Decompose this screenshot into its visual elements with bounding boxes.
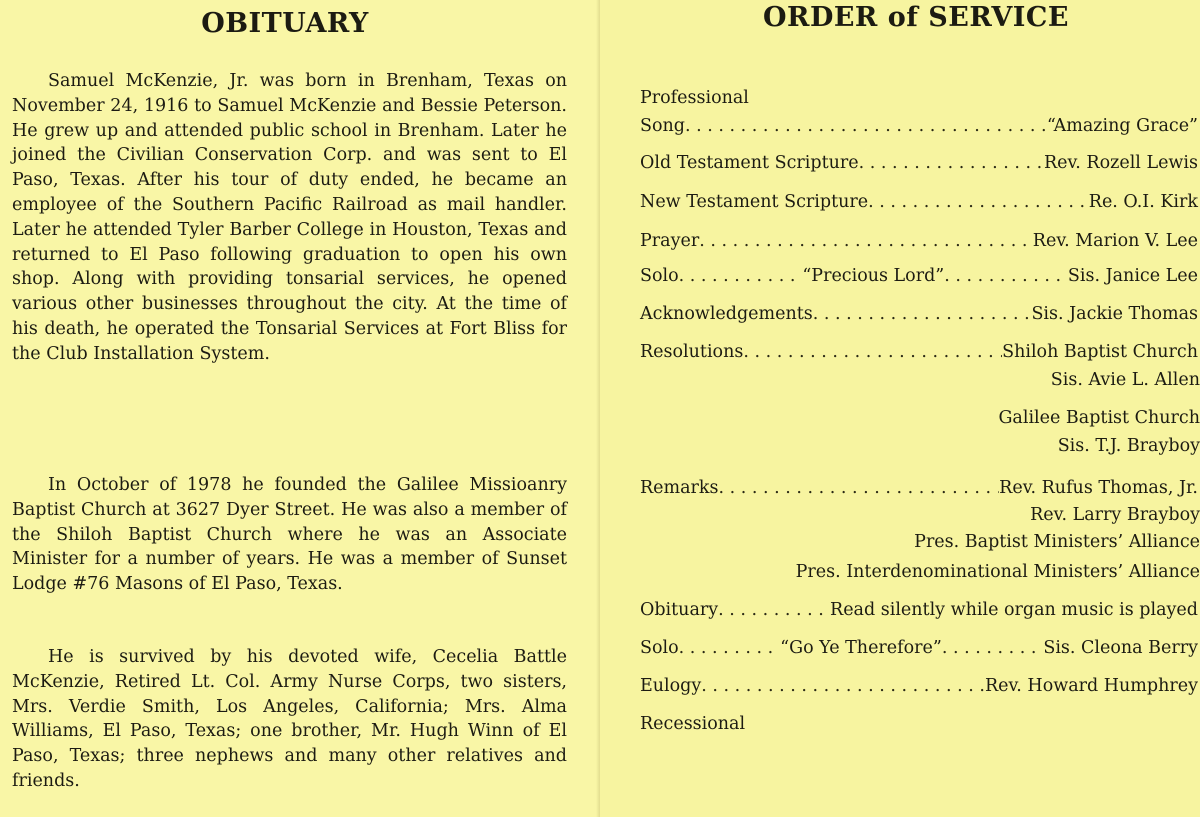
- leader-dots: [699, 229, 1033, 253]
- solo2-value: Sis. Cleona Berry: [1043, 638, 1198, 658]
- solo1-title: “Precious Lord”: [802, 266, 945, 286]
- remarks-line-3: Pres. Baptist Ministers’ Alliance: [914, 532, 1200, 552]
- obituary-paragraph-2: [12, 473, 567, 597]
- solo2-label: Solo: [640, 638, 679, 658]
- leader-dots: [679, 264, 803, 288]
- song-label: Song: [640, 116, 685, 136]
- resolutions-line-2: Sis. Avie L. Allen: [1050, 370, 1200, 390]
- professional-label: Professional: [640, 88, 749, 108]
- song-value: “Amazing Grace”: [1046, 116, 1198, 136]
- recessional-label: Recessional: [640, 714, 746, 734]
- remarks-line-2: Rev. Larry Brayboy: [1030, 505, 1200, 525]
- ot-row: [640, 151, 1198, 175]
- solo2-row: [640, 636, 1198, 660]
- eulogy-row: [640, 674, 1198, 698]
- obituary-paragraph-1: [12, 69, 567, 367]
- obituary-value: Read silently while organ music is played: [830, 600, 1198, 620]
- obituary-row: [640, 598, 1198, 622]
- obituary-paragraph-3: [12, 645, 567, 794]
- obituary-heading: OBITUARY: [201, 8, 369, 39]
- prayer-label: Prayer: [640, 231, 700, 251]
- leader-dots: [679, 636, 780, 660]
- leader-dots: [685, 114, 1047, 138]
- remarks-value: Rev. Rufus Thomas, Jr.: [999, 478, 1198, 498]
- nt-label: New Testament Scripture: [640, 192, 869, 212]
- leader-dots: [868, 190, 1089, 214]
- solo1-label: Solo: [640, 266, 679, 286]
- nt-value: Re. O.I. Kirk: [1088, 192, 1198, 212]
- order-of-service-page: [600, 0, 1200, 817]
- ot-label: Old Testament Scripture: [640, 153, 859, 173]
- resolutions-row: [640, 340, 1198, 364]
- leader-dots: [743, 340, 1002, 364]
- paragraph-text: He is survived by his devoted wife, Cecelia Battle McKenzie, Retired Lt. Col. Army Nurse Corps, two sisters, Mrs. Verdie Smith, Los Angeles, California; Mrs. Alma Williams, El Paso, Texas; one brother, Mr. Hugh Winn of El Paso, Texas; three nephews and many other relatives and friends.: [12, 647, 567, 791]
- leader-dots: [944, 264, 1068, 288]
- resolutions-label: Resolutions: [640, 342, 744, 362]
- resolutions-line-3: Galilee Baptist Church: [998, 408, 1200, 428]
- song-row: [640, 114, 1198, 138]
- prayer-row: [640, 229, 1198, 253]
- leader-dots: [942, 636, 1043, 660]
- ack-value: Sis. Jackie Thomas: [1031, 304, 1198, 324]
- solo1-row: [640, 264, 1198, 288]
- leader-dots: [859, 151, 1044, 175]
- leader-dots: [718, 598, 830, 622]
- service-heading: ORDER of SERVICE: [762, 2, 1069, 33]
- ot-value: Rev. Rozell Lewis: [1043, 153, 1198, 173]
- nt-row: [640, 190, 1198, 214]
- ack-row: [640, 302, 1198, 326]
- obituary-label: Obituary: [640, 600, 719, 620]
- paragraph-text: In October of 1978 he founded the Galilee Missioanry Baptist Church at 3627 Dyer Street. He was also a member of the Shiloh Baptist Church where he was an Associate Minister for a number of years. He was a member of Sunset Lodge #76 Masons of El Paso, Texas.: [12, 475, 567, 595]
- solo1-value: Sis. Janice Lee: [1067, 266, 1198, 286]
- prayer-value: Rev. Marion V. Lee: [1032, 231, 1198, 251]
- resolutions-line-4: Sis. T.J. Brayboy: [1057, 436, 1200, 456]
- remarks-line-4: Pres. Interdenominational Ministers’ Alliance: [795, 562, 1200, 582]
- paragraph-text: Samuel McKenzie, Jr. was born in Brenham, Texas on November 24, 1916 to Samuel McKenzie and Bessie Peterson. He grew up and attended public school in Brenham. Later he joined the Civilian Conservation Corp. and was sent to El Paso, Texas. After his tour of duty ended, he became an employee of the Southern Pacific Railroad as mail handler. Later he attended Tyler Barber College in Houston, Texas and returned to El Paso following graduation to open his own shop. Along with providing tonsarial services, he opened various other businesses throughout the city. At the time of his death, he operated the Tonsarial Services at Fort Bliss for the Club Installation System.: [12, 71, 567, 364]
- ack-label: Acknowledgements: [640, 304, 813, 324]
- solo2-title: “Go Ye Therefore”: [780, 638, 942, 658]
- resolutions-value: Shiloh Baptist Church: [1002, 342, 1198, 362]
- eulogy-label: Eulogy: [640, 676, 702, 696]
- eulogy-value: Rev. Howard Humphrey: [984, 676, 1198, 696]
- leader-dots: [719, 476, 1000, 500]
- remarks-label: Remarks: [640, 478, 719, 498]
- leader-dots: [813, 302, 1032, 326]
- leader-dots: [701, 674, 985, 698]
- remarks-row: [640, 476, 1198, 500]
